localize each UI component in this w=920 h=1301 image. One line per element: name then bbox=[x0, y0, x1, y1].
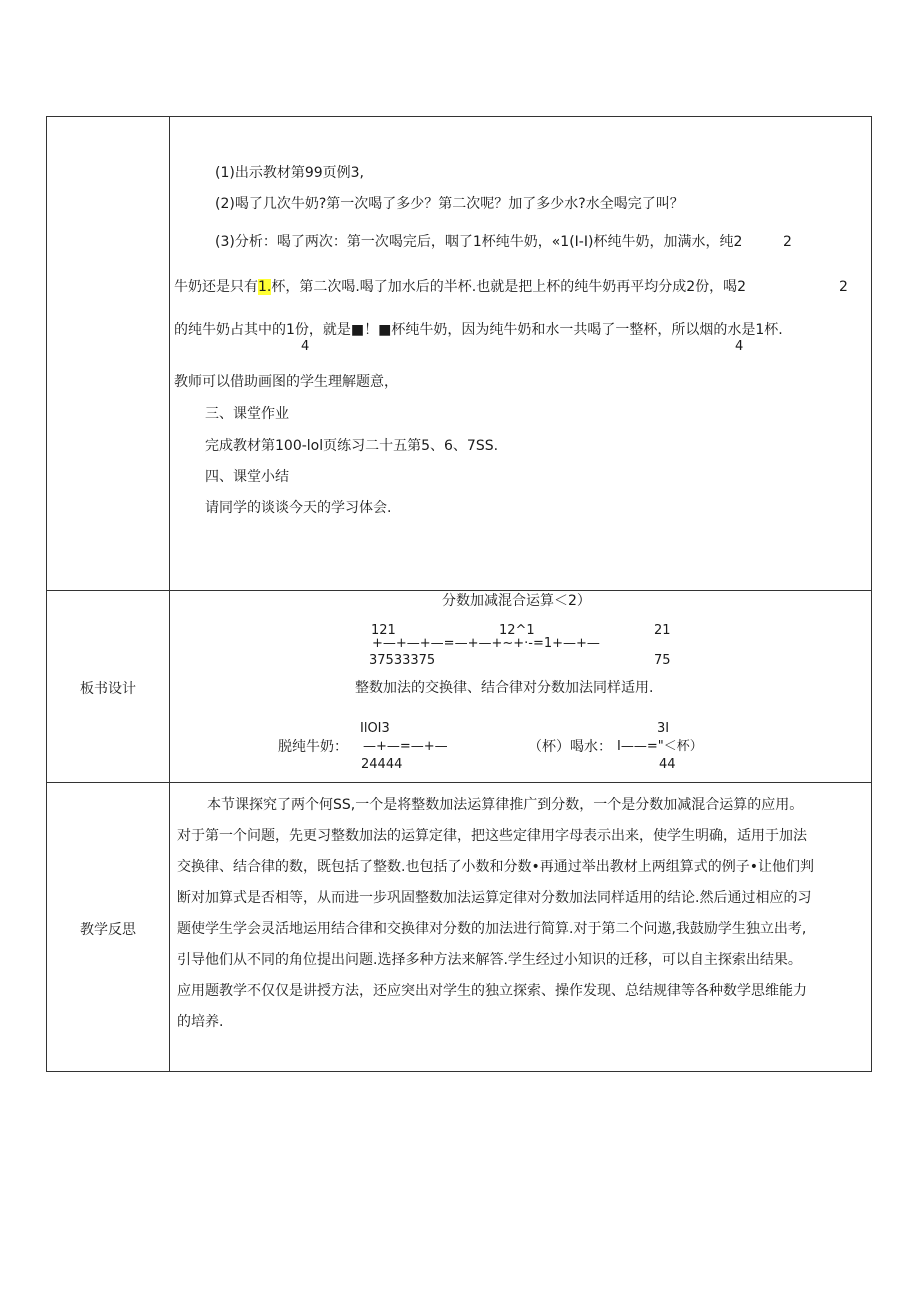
formula-2-bottom-right: 44 bbox=[659, 757, 676, 772]
reflection-line: 本节课探究了两个何SS,一个是将整数加法运算律推广到分数，一个是分数加减混合运算的应用。 bbox=[207, 797, 804, 813]
section-3-body: 完成教材第100-lol页练习二十五第5、6、7SS. bbox=[205, 438, 499, 454]
formula-1-expression: +—+—+—=—+—+~+·-=1+—+— bbox=[372, 636, 600, 651]
reflection-line: 对于第一个问题，先更习整数加法的运算定律，把这些定律用字母表示出来，使学生明确，适用于加法 bbox=[177, 828, 807, 844]
reflection-body bbox=[177, 790, 867, 1038]
process-line-5-sub-1: 4 bbox=[301, 339, 310, 354]
process-line-4: 牛奶还是只有1.杯，第二次喝.喝了加水后的半杯.也就是把上杯的纯牛奶再平均分成2份，喝2 bbox=[174, 279, 747, 295]
formula-2-label-left: 脱纯牛奶： bbox=[278, 739, 348, 755]
highlight-mark: 1. bbox=[258, 279, 272, 295]
reflection-line: 应用题教学不仅仅是讲授方法，还应突出对学生的独立探索、操作发现、总结规律等各种数学思维能力 bbox=[177, 983, 807, 999]
formula-1-bottom-left: 37533375 bbox=[369, 653, 436, 668]
process-item-3-fraction: 2 bbox=[783, 234, 792, 250]
process-item-1: (1)出示教材第99页例3, bbox=[215, 165, 365, 181]
section-4-body: 请同学的谈谈今天的学习体会. bbox=[205, 500, 392, 516]
process-item-3: (3)分析：喝了两次：第一次喝完后，咽了1杯纯牛奶，«1(I-I)杯纯牛奶，加满水，纯2 bbox=[215, 234, 743, 250]
reflection-label: 教学反思 bbox=[80, 922, 136, 938]
process-item-2: (2)喝了几次牛奶?第一次喝了多少？第二次呢？加了多少水?水全喝完了叫？ bbox=[215, 196, 684, 212]
reflection-line: 断对加算式是否相等，从而进一步巩固整数加法运算定律对分数加法同样适用的结论.然后通过相应的习 bbox=[177, 890, 812, 906]
process-line-4-fraction: 2 bbox=[839, 279, 848, 295]
process-line-6: 教师可以借助画图的学生理解题意， bbox=[174, 374, 398, 390]
formula-2-top-right: 3I bbox=[657, 721, 670, 736]
board-design-label: 板书设计 bbox=[80, 681, 136, 697]
formula-2-label-right: （杯）喝水： bbox=[528, 739, 612, 755]
row-divider-2 bbox=[47, 782, 871, 783]
process-line-5-sub-2: 4 bbox=[735, 339, 744, 354]
formula-1-bottom-right: 75 bbox=[654, 653, 671, 668]
section-3-title: 三、课堂作业 bbox=[205, 406, 289, 422]
reflection-line: 交换律、结合律的数，既包括了整数.也包括了小数和分数•再通过举出教材上两组算式的例子•让他们判 bbox=[177, 859, 814, 875]
board-title: 分数加减混合运算＜2） bbox=[442, 593, 591, 609]
reflection-line: 引导他们从不同的角位提出问题.选择多种方法来解答.学生经过小知识的迁移，可以自主探索出结果。 bbox=[177, 952, 802, 968]
section-4-title: 四、课堂小结 bbox=[205, 469, 289, 485]
reflection-line: 的培养. bbox=[177, 1014, 224, 1030]
board-rule: 整数加法的交换律、结合律对分数加法同样适用. bbox=[355, 680, 654, 696]
formula-2-top-left: IlOI3 bbox=[360, 721, 390, 736]
formula-1-top-right: 21 bbox=[654, 623, 671, 638]
row-divider-1 bbox=[47, 590, 871, 591]
column-divider bbox=[169, 117, 170, 1071]
formula-2-bottom-left: 24444 bbox=[361, 757, 403, 772]
process-line-5: 的纯牛奶占其中的1份，就是■！■杯纯牛奶，因为纯牛奶和水一共喝了一整杯，所以烟的水是1杯. bbox=[174, 322, 783, 338]
formula-1-top-left: 121 bbox=[371, 623, 396, 638]
formula-1-top-mid: 12^1 bbox=[499, 623, 535, 638]
lesson-table bbox=[46, 116, 872, 1072]
formula-2-expression-right: I——="＜杯） bbox=[617, 739, 703, 754]
reflection-line: 题使学生学会灵活地运用结合律和交换律对分数的加法进行简算.对于第二个问遨,我鼓励学生独立出考, bbox=[177, 921, 807, 937]
formula-2-expression-left: —+—=—+— bbox=[363, 739, 448, 754]
